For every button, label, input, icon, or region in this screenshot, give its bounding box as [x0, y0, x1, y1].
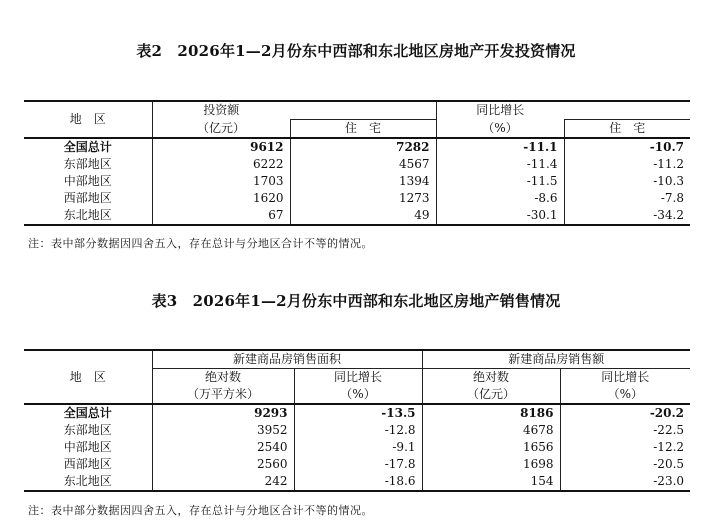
table3-header-area: 新建商品房销售面积 [152, 350, 422, 369]
table2-note: 注：表中部分数据因四舍五入，存在总计与分地区合计不等的情况。 [28, 237, 373, 250]
region-cell: 东北地区 [63, 208, 112, 222]
yoy-residential-cell: -10.3 [564, 173, 690, 190]
table3-header-amount-unit: （亿元） [422, 386, 560, 404]
table-row [24, 439, 690, 456]
table2-title: 表2 2026年1—2月份东中西部和东北地区房地产开发投资情况 [136, 42, 576, 60]
yoy-cell: -11.1 [436, 138, 564, 156]
area-cell: 3952 [152, 422, 294, 439]
table3-header-yoy2: 同比增长 [560, 369, 690, 387]
table2 [24, 100, 690, 226]
yoy-cell: -11.4 [436, 156, 564, 173]
yoy-residential-cell: -11.2 [564, 156, 690, 173]
yoy-cell: -11.5 [436, 173, 564, 190]
table-row [24, 404, 690, 422]
region-cell: 东北地区 [63, 474, 112, 488]
residential-cell: 1394 [290, 173, 436, 190]
yoy-cell: -8.6 [436, 190, 564, 207]
table3-header-pct2: （%） [560, 386, 690, 404]
area-yoy-cell: -9.1 [294, 439, 422, 456]
table2-header-invest-unit: （亿元） [152, 120, 290, 139]
invest-cell: 1703 [152, 173, 290, 190]
area-yoy-cell: -17.8 [294, 456, 422, 473]
amount-yoy-cell: -23.0 [560, 473, 690, 491]
region-cell: 西部地区 [63, 457, 112, 471]
area-cell: 2560 [152, 456, 294, 473]
region-cell: 西部地区 [63, 191, 112, 205]
table3-header-area-unit: （万平方米） [152, 386, 294, 404]
region-cell: 中部地区 [63, 174, 112, 188]
amount-yoy-cell: -20.2 [560, 404, 690, 422]
table3-header-abs: 绝对数 [152, 369, 294, 387]
region-cell: 东部地区 [63, 157, 112, 171]
invest-cell: 67 [152, 207, 290, 225]
yoy-residential-cell: -7.8 [564, 190, 690, 207]
amount-yoy-cell: -20.5 [560, 456, 690, 473]
table3-header-pct: （%） [294, 386, 422, 404]
table-row [24, 456, 690, 473]
residential-cell: 1273 [290, 190, 436, 207]
yoy-residential-cell: -34.2 [564, 207, 690, 225]
table-row [24, 173, 690, 190]
area-yoy-cell: -18.6 [294, 473, 422, 491]
table-row [24, 422, 690, 439]
area-cell: 242 [152, 473, 294, 491]
table3 [24, 349, 690, 492]
amount-cell: 1656 [422, 439, 560, 456]
region-cell: 东部地区 [63, 423, 112, 437]
table3-title: 表3 2026年1—2月份东中西部和东北地区房地产销售情况 [151, 292, 561, 310]
table3-note: 注：表中部分数据因四舍五入，存在总计与分地区合计不等的情况。 [28, 504, 373, 517]
amount-yoy-cell: -12.2 [560, 439, 690, 456]
table-row [24, 156, 690, 173]
table2-header-yoy: 同比增长 [436, 101, 564, 120]
residential-cell: 4567 [290, 156, 436, 173]
amount-cell: 154 [422, 473, 560, 491]
table2-header-yoy-unit: （%） [436, 120, 564, 139]
table-row [24, 138, 690, 156]
amount-cell: 8186 [422, 404, 560, 422]
area-yoy-cell: -13.5 [294, 404, 422, 422]
residential-cell: 7282 [290, 138, 436, 156]
area-cell: 9293 [152, 404, 294, 422]
table-row [24, 190, 690, 207]
table3-header-amount: 新建商品房销售额 [422, 350, 690, 369]
yoy-cell: -30.1 [436, 207, 564, 225]
table-row [24, 207, 690, 225]
table2-header-region: 地 区 [69, 112, 106, 126]
region-cell: 全国总计 [63, 140, 112, 154]
amount-cell: 1698 [422, 456, 560, 473]
yoy-residential-cell: -10.7 [564, 138, 690, 156]
invest-cell: 9612 [152, 138, 290, 156]
table3-header-region: 地 区 [69, 369, 106, 384]
table-row [24, 473, 690, 491]
area-cell: 2540 [152, 439, 294, 456]
amount-cell: 4678 [422, 422, 560, 439]
area-yoy-cell: -12.8 [294, 422, 422, 439]
amount-yoy-cell: -22.5 [560, 422, 690, 439]
table3-header-yoy: 同比增长 [294, 369, 422, 387]
invest-cell: 1620 [152, 190, 290, 207]
table3-header-abs2: 绝对数 [422, 369, 560, 387]
region-cell: 全国总计 [63, 406, 112, 420]
table2-header-yoy-residential: 住 宅 [564, 120, 690, 139]
region-cell: 中部地区 [63, 440, 112, 454]
table2-header-residential: 住 宅 [290, 120, 436, 139]
table2-header-invest: 投资额 [152, 101, 290, 120]
invest-cell: 6222 [152, 156, 290, 173]
residential-cell: 49 [290, 207, 436, 225]
